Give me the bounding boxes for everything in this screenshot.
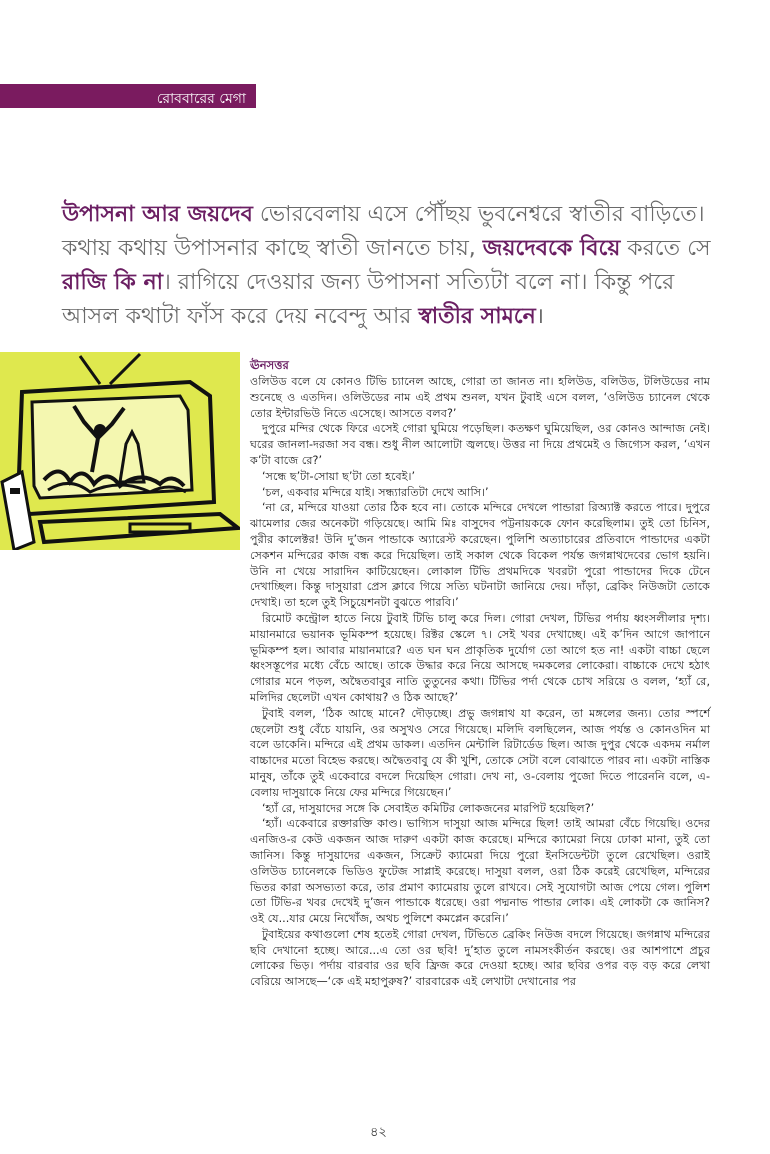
chapter-title: ঊনসত্তর (250, 358, 289, 372)
story-paragraph: ‘না রে, মন্দিরে যাওয়া তোর ঠিক হবে না। তোকে মন্দিরে দেখলে পান্ডারা রিঅ্যাক্ট করতে পারে। দুপুরে ঝামেলার জের অনেকটা গড়িয়েছে। আমি মিঃ বাসুদেব পট্টনায়ককে ফোন করেছিলাম। তুই তো চিনিস, পুরীর কালেক্টর! উনি দু’জন পান্ডাকে অ্যারেস্ট করেছেন। পুলিশি অত্যাচারের প্রতিবাদে পান্ডাদের একটা সেকশন মন্দিরের কাজ বন্ধ করে দিয়েছিল। তাই সকাল থেকে বিকেল পর্যন্ত জগন্নাথদেবের ভোগ হয়নি। উনি না খেয়ে সারাদিন কাটিয়েছেন। লোকাল টিভি প্রথমদিকে খবরটা পুরো পান্ডাদের দিকে টেনে দেখাচ্ছিল। কিন্তু দাসুয়ারা প্রেস ক্লাবে গিয়ে সত্যি ঘটনাটা জানিয়ে দেয়। দাঁড়া, ব্রেকিং নিউজটা তোকে দেখাই। তা হলে তুই সিচুয়েশনটা বুঝতে পারবি।’ (250, 501, 710, 610)
story-paragraph: ‘সন্ধে ছ’টা-সোয়া ছ’টা তো হবেই।’ (262, 469, 416, 483)
intro-text: । রাগিয়ে দেওয়ার জন্য উপাসনা সত্যিটা বলে না। কিন্তু পরে আসল কথাটা ফাঁস করে দেয় নবেন্দু আর (62, 270, 675, 329)
intro-highlight: জয়দেবকে বিয়ে (482, 236, 621, 261)
story-paragraph: ‘হ্যাঁ। একেবারে রক্তারক্তি কাণ্ড। ভাগ্যিস দাসুয়া আজ মন্দিরে ছিল! তাই আমরা বেঁচে গিয়েছি। ওদের এনজিও-র কেউ একজন আজ দারুণ একটা কাজ করেছে। মন্দিরে ক্যামেরা নিয়ে ঢোকা মানা, তুই তো জানিস। কিন্তু দাসুয়াদের একজন, সিক্রেট ক্যামেরা দিয়ে পুরো ইনসিডেন্টটা তুলে রেখেছিল। ওরাই ওলিউড চ্যানেলকে ভিডিও ফুটেজ সাপ্লাই করেছে। দাসুয়া বলল, ওরা ঠিক করেই রেখেছিল, মন্দিরের ভিতর কারা অসভ্যতা করে, তার প্রমাণ ক্যামেরায় তুলে রাখবে। সেই সুযোগটা আজ পেয়ে গেল। পুলিশ তো টিভি-র খবর দেখেই দু’জন পান্ডাকে ধরেছে। ওরা পদ্মনাভ পান্ডার লোক। এই লোকটা কে জানিস? ওই যে...যার মেয়ে নিখোঁজ, অথচ পুলিশে কমপ্লেন করেনি।’ (250, 817, 710, 926)
intro-text: ভোরবেলায় এসে পৌঁছয় ভুবনেশ্বরে স্বাতীর বাড়িতে। কথায় কথায় উপাসনার কাছে স্বাতী জানতে চায়, (62, 202, 705, 261)
section-banner-label: রোববারের মেগা (156, 91, 246, 107)
intro-text: করতে সে (620, 236, 711, 261)
story-paragraph: ওলিউড বলে যে কোনও টিভি চ্যানেল আছে, গোরা তা জানত না। হলিউড, বলিউড, টলিউডের নাম শুনেছে ও এতদিন। ওলিউডের নাম এই প্রথম শুনল, যখন টুবাই এসে বলল, ‘ওলিউড চ্যানেল থেকে তোর ইন্টারভিউ নিতে এসেছে। আসতে বলব?’ (250, 375, 710, 420)
story-paragraph: টুবাইয়ের কথাগুলো শেষ হতেই গোরা দেখল, টিভিতে ব্রেকিং নিউজ বদলে গিয়েছে। জগন্নাথ মন্দিরের ছবি দেখানো হচ্ছে। আরে...এ তো ওর ছবি! দু’হাত তুলে নামসংকীর্তন করছে। ওর আশপাশে প্রচুর লোকের ভিড়। পর্দায় বারবার ওর ছবি ফ্রিজ করে দেওয়া হচ্ছে। আর ছবির ওপর বড় বড় করে লেখা বেরিয়ে আসছে—‘কে এই মহাপুরুষ?’ বারবারেক এই লেখাটা দেখানোর পর (250, 927, 710, 989)
intro-summary (62, 198, 722, 334)
section-banner (0, 84, 256, 108)
story-body (250, 374, 710, 990)
intro-highlight: স্বাতীর সামনে (418, 304, 536, 329)
tv-illustration-icon (0, 352, 240, 550)
story-paragraph: ‘চল, একবার মন্দিরে যাই। সন্ধ্যারতিটা দেখে আসি।’ (262, 485, 489, 499)
story-paragraph: রিমোট কন্ট্রোল হাতে নিয়ে টুবাই টিভি চালু করে দিল। গোরা দেখল, টিভির পর্দায় ধ্বংসলীলার দৃশ্য। মায়ানমারে ভয়ানক ভূমিকম্প হয়েছে। রিক্টর স্কেলে ৭। সেই খবর দেখাচ্ছে। এই ক’দিন আগে জাপানে ভূমিকম্প হল। আবার মায়ানমারে? এত ঘন ঘন প্রাকৃতিক দুর্যোগ তো আগে হত না! একটা বাচ্চা ছেলে ধ্বংসস্তূপের মধ্যে বেঁচে আছে। তাকে উদ্ধার করে নিয়ে আসছে দমকলের লোকেরা। বাচ্চাকে দেখে হঠাৎ গোরার মনে পড়ল, অদ্বৈতবাবুর নাতি তুতুনের কথা। টিভির পর্দা থেকে চোখ সরিয়ে ও বলল, ‘হ্যাঁ রে, মলিদির ছেলেটা এখন কোথায়? ও ঠিক আছে?’ (250, 611, 710, 704)
intro-highlight: উপাসনা আর জয়দেব (62, 202, 253, 227)
story-paragraph: দুপুরে মন্দির থেকে ফিরে এসেই গোরা ঘুমিয়ে পড়েছিল। কতক্ষণ ঘুমিয়েছিল, ওর কোনও আন্দাজ নেই। ঘরের জানলা-দরজা সব বন্ধ। শুধু নীল আলোটা জ্বলছে। উত্তর না দিয়ে প্রথমেই ও জিগ্যেস করল, ‘এখন ক’টা বাজে রে?’ (250, 422, 710, 467)
intro-highlight: রাজি কি না (62, 270, 163, 295)
page-number: ৪২ (370, 1125, 387, 1140)
story-paragraph: ‘হ্যাঁ রে, দাসুয়াদের সঙ্গে কি সেবাইত কমিটির লোকজনের মারপিট হয়েছিল?’ (262, 801, 595, 815)
story-paragraph: টুবাই বলল, ‘ঠিক আছে মানে? দৌড়চ্ছে। প্রভু জগন্নাথ যা করেন, তা মঙ্গলের জন্য। তোর স্পর্শে ছেলেটা শুধু বেঁচে যায়নি, ওর অসুখও সেরে গিয়েছে। মলিদি বলছিলেন, আজ পর্যন্ত ও কোনওদিন মা বলে ডাকেনি। মন্দিরে এই প্রথম ডাকল। এতদিন মেন্টালি রিটার্ডেড ছিল। আজ দুপুর থেকে একদম নর্মাল বাচ্চাদের মতো বিহেভ করছে। অদ্বৈতবাবু যে কী খুশি, তোকে সেটা বলে বোঝাতে পারব না। একটা নাস্তিক মানুষ, তাঁকে তুই একেবারে বদলে দিয়েছিস গোরা। দেখ না, ও-বেলায় পুজো দিতে পারেননি বলে, এ-বেলায় দাসুয়াকে নিয়ে ফের মন্দিরে গিয়েছেন।’ (250, 706, 710, 799)
intro-text: । (535, 304, 545, 329)
